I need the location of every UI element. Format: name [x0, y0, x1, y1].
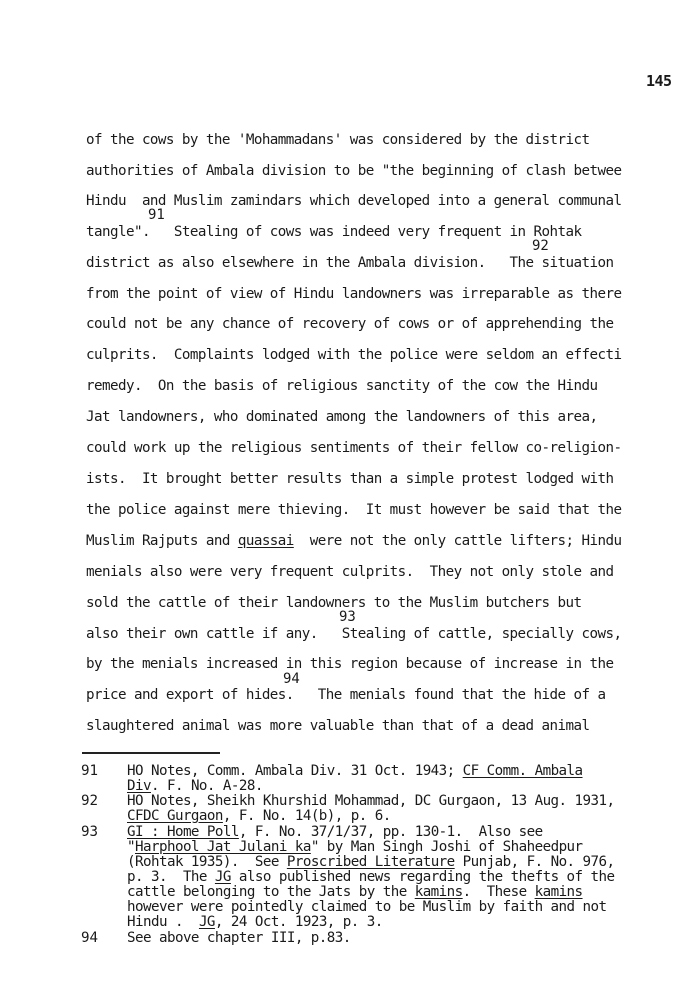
footnote-ref-91: 91 [148, 207, 165, 223]
footnote-source-title: Proscribed Literature [286, 854, 455, 870]
footnote-line [127, 809, 391, 824]
footnote-source-title: JG [214, 869, 231, 885]
footnote-ref-94: 94 [283, 671, 300, 687]
body-line: ists. It brought better results than a simple protest lodged with [86, 471, 614, 487]
footnote-line: however were pointedly claimed to be Muslim by faith and not [127, 899, 607, 915]
footnote-text: p. 3. The [127, 869, 215, 885]
footnote-text: also published news regarding the thefts of the [230, 869, 615, 885]
footnote-number: 92 [81, 793, 99, 809]
body-line: the police against mere thieving. It must however be said that the [86, 502, 622, 518]
footnote-line: HO Notes, Sheikh Khurshid Mohammad, DC Gurgaon, 13 Aug. 1931, [127, 793, 615, 809]
footnote-line [127, 855, 615, 870]
footnote-term: kamins [534, 884, 583, 900]
footnote-source-title: JG [198, 914, 215, 930]
body-line: district as also elsewhere in the Ambala division. The situation [86, 255, 614, 271]
footnote-line [127, 870, 615, 885]
footnote-line [127, 915, 383, 930]
footnote-number: 93 [81, 824, 99, 840]
body-line: Hindu and Muslim zamindars which developed into a general communal [86, 193, 622, 209]
footnote-text: . These [462, 884, 535, 900]
footnote-line [127, 764, 583, 779]
body-text-span: were not the only cattle lifters; Hindu [293, 533, 622, 549]
footnote-text: , F. No. 14(b), p. 6. [222, 808, 391, 824]
footnote-line [127, 885, 583, 900]
footnote-ref-93: 93 [339, 609, 356, 625]
footnote-text: HO Notes, Comm. Ambala Div. 31 Oct. 1943; [127, 763, 463, 779]
footnote-line [127, 840, 583, 855]
body-line: Jat landowners, who dominated among the landowners of this area, [86, 409, 598, 425]
page-number: 145 [646, 72, 672, 90]
body-line: of the cows by the 'Mohammadans' was considered by the district [86, 132, 590, 148]
footnote-source-title: CF Comm. Ambala [462, 763, 583, 779]
body-line: from the point of view of Hindu landowners was irreparable as there [86, 286, 622, 302]
body-line: by the menials increased in this region because of increase in the [86, 656, 614, 672]
body-text-span: Muslim Rajputs and [86, 533, 238, 549]
body-line: authorities of Ambala division to be "the beginning of clash betwee [86, 163, 622, 179]
footnote-line: See above chapter III, p.83. [127, 930, 351, 946]
footnote-source-title: Div [127, 778, 151, 794]
footnote-number: 91 [81, 763, 99, 779]
footnote-line [127, 779, 263, 794]
body-line: tangle". Stealing of cows was indeed very frequent in Rohtak [86, 224, 582, 240]
footnote-line [127, 825, 543, 840]
footnote-text: Hindu . [127, 914, 199, 930]
underlined-term-quassai: quassai [237, 533, 294, 549]
body-line: price and export of hides. The menials found that the hide of a [86, 687, 606, 703]
body-line: culprits. Complaints lodged with the police were seldom an effecti [86, 347, 622, 363]
footnote-text: , 24 Oct. 1923, p. 3. [214, 914, 383, 930]
body-line: could work up the religious sentiments of their fellow co-religion- [86, 440, 622, 456]
footnote-source-title: GI : Home Poll [127, 824, 239, 840]
footnote-separator [82, 752, 220, 754]
body-line: remedy. On the basis of religious sanctity of the cow the Hindu [86, 378, 598, 394]
footnote-ref-92: 92 [532, 238, 549, 254]
footnote-text: , F. No. 37/1/37, pp. 130-1. Also see [238, 824, 543, 840]
footnote-source-title: Harphool Jat Julani ka [135, 839, 311, 855]
footnote-text: Punjab, F. No. 976, [454, 854, 615, 870]
footnote-text: " [127, 839, 135, 855]
footnote-text: cattle belonging to the Jats by the [127, 884, 415, 900]
body-line [86, 533, 621, 549]
body-line: sold the cattle of their landowners to the Muslim butchers but [86, 595, 582, 611]
body-line: could not be any chance of recovery of cows or of apprehending the [86, 316, 614, 332]
body-line: menials also were very frequent culprits. They not only stole and [86, 564, 614, 580]
body-line: also their own cattle if any. Stealing of cattle, specially cows, [86, 626, 622, 642]
footnote-text: . F. No. A-28. [150, 778, 263, 794]
footnote-text: " by Man Singh Joshi of Shaheedpur [310, 839, 583, 855]
footnote-number: 94 [81, 930, 99, 946]
footnote-text: (Rohtak 1935). See [127, 854, 287, 870]
footnote-term: kamins [414, 884, 463, 900]
body-line: slaughtered animal was more valuable than that of a dead animal [86, 718, 590, 734]
footnote-source-title: CFDC Gurgaon [127, 808, 223, 824]
